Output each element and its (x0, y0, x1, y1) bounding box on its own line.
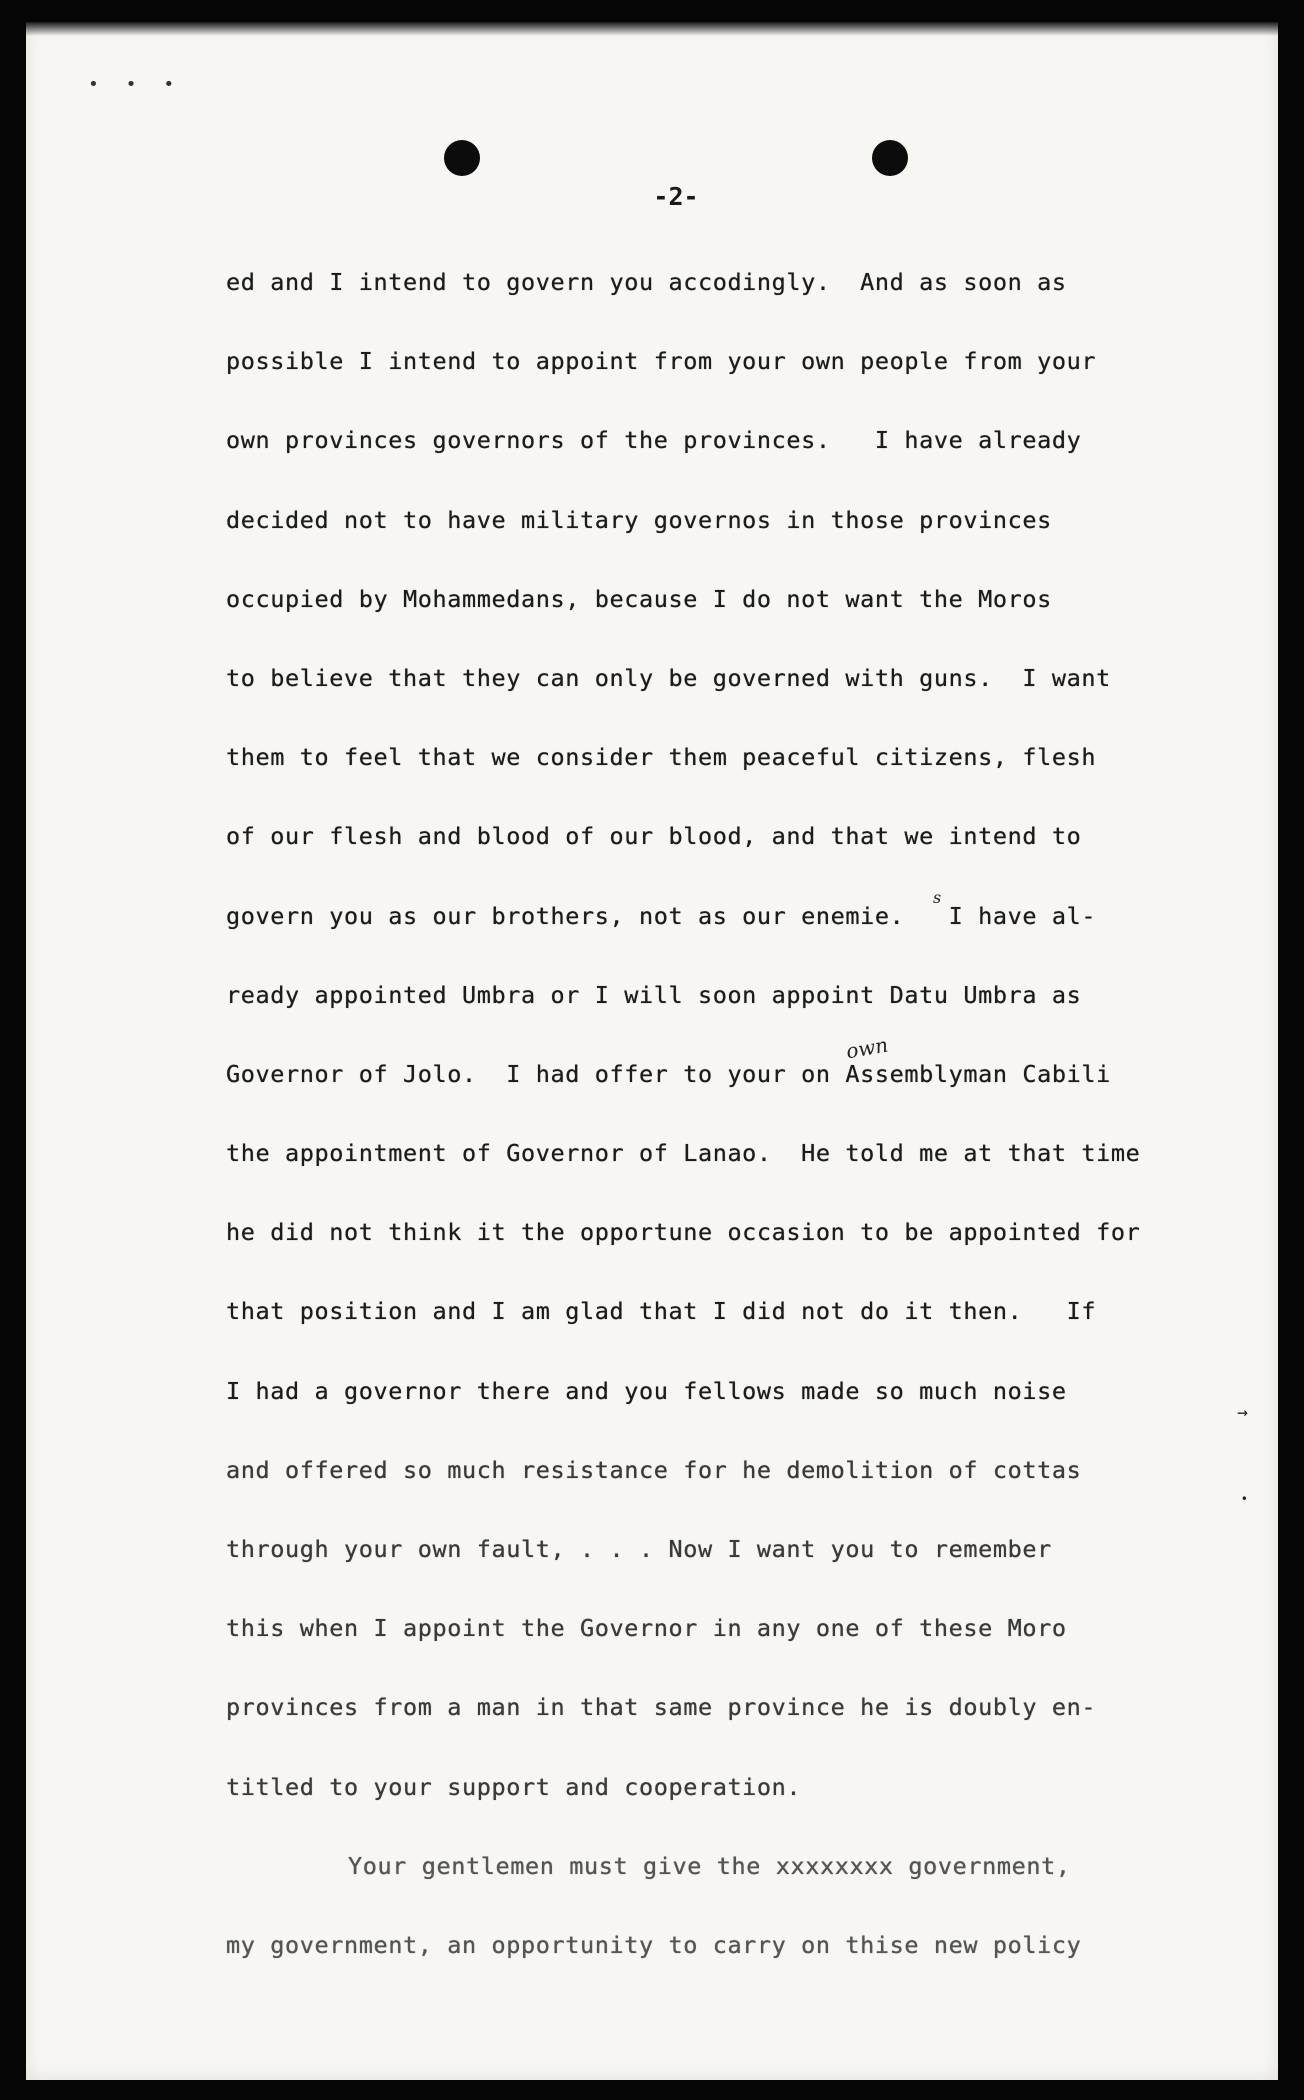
text-line: I had a governor there and you fellows made so much noise (226, 1376, 1067, 1405)
handwritten-annotation-own: own (844, 1032, 890, 1064)
punch-hole-left (444, 140, 480, 176)
text-line: ed and I intend to govern you accodingly. And as soon as (226, 268, 1067, 296)
text-line: provinces from a man in that same province he is doubly en- (226, 1693, 1097, 1722)
text-line: Your gentlemen must give the xxxxxxxx government, (348, 1851, 1071, 1880)
punch-hole-right (872, 140, 908, 176)
text-line: he did not think it the opportune occasion to be appointed for (226, 1218, 1141, 1247)
text-line: to believe that they can only be governed with guns. I want (226, 663, 1111, 692)
margin-mark: • (1240, 1492, 1248, 1506)
text-line: and offered so much resistance for he demolition of cottas (226, 1455, 1082, 1484)
text-line: possible I intend to appoint from your own people from your (226, 347, 1097, 376)
scan-edge-shadow (26, 22, 1278, 36)
text-line: them to feel that we consider them peaceful citizens, flesh (226, 743, 1097, 772)
corner-mark: • • • (88, 74, 183, 95)
typed-body-text (226, 262, 1226, 2004)
text-line: this when I appoint the Governor in any one of these Moro (226, 1614, 1067, 1643)
page-number: -2- (653, 182, 699, 211)
text-line: through your own fault, . . . Now I want you to remember (226, 1535, 1052, 1563)
text-line: titled to your support and cooperation. (226, 1772, 802, 1801)
text-line: decided not to have military governos in those provinces (226, 505, 1052, 534)
text-line: that position and I am glad that I did not do it then. If (226, 1297, 1097, 1326)
document-page (26, 22, 1278, 2080)
margin-mark: → (1237, 1402, 1248, 1423)
text-line: my government, an opportunity to carry on thise new policy (226, 1930, 1082, 1959)
text-line: the appointment of Governor of Lanao. He told me at that time (226, 1139, 1141, 1168)
text-line: occupied by Mohammedans, because I do not want the Moros (226, 584, 1052, 613)
text-line: Governor of Jolo. I had offer to your on Assemblyman Cabili (226, 1059, 1111, 1088)
text-line: of our flesh and blood of our blood, and that we intend to (226, 822, 1082, 851)
text-line: govern you as our brothers, not as our enemie. I have al- (226, 901, 1097, 930)
text-line: own provinces governors of the provinces. I have already (226, 426, 1082, 455)
text-line: ready appointed Umbra or I will soon appoint Datu Umbra as (226, 980, 1082, 1009)
handwritten-annotation-s: s (933, 888, 942, 907)
